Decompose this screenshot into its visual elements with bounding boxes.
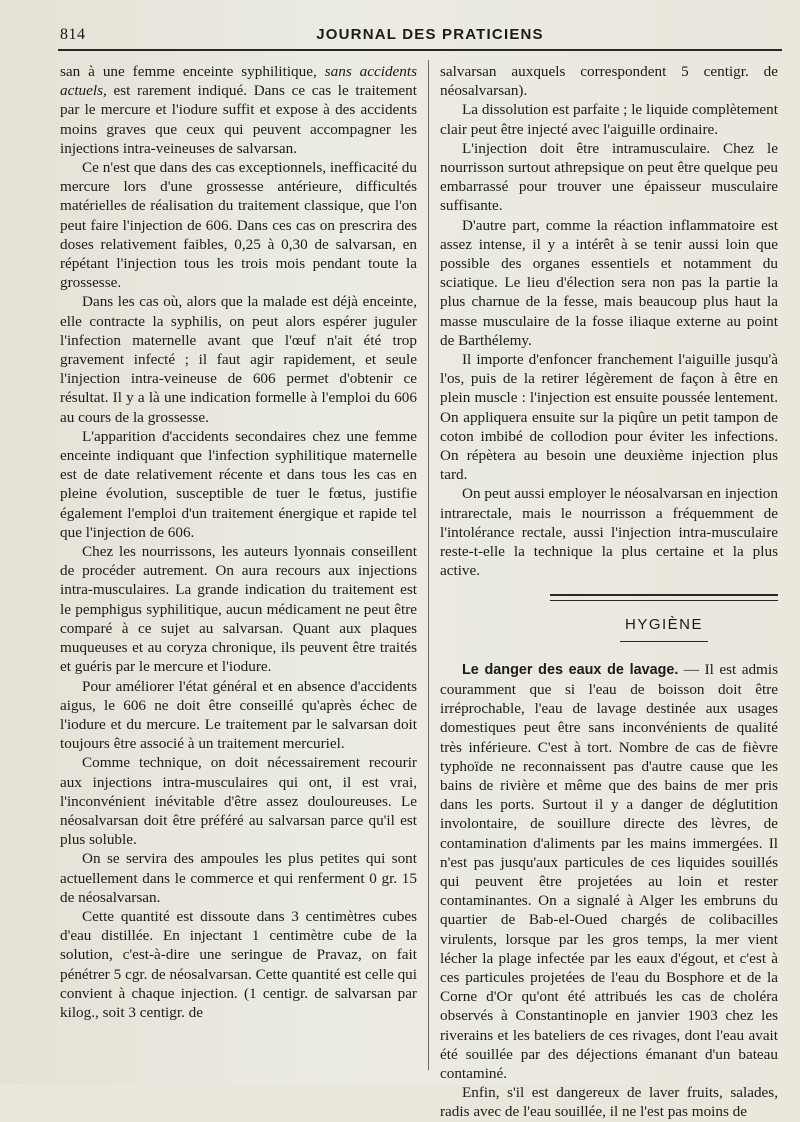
paragraph: L'injection doit être intramusculaire. Chez le nourrisson surtout athrepsique on peut être quelque peu embarrassé pour trouver une épaisseur musculaire suffisante. — [440, 139, 778, 215]
italic-phrase: sans accidents actuels — [60, 63, 418, 100]
paragraph: La dissolution est parfaite ; le liquide complètement clair peut être injecté avec l'aiguille ordinaire. — [440, 101, 778, 138]
paragraph: D'autre part, comme la réaction inflammatoire est assez intense, il y a intérêt à se tenir aussi loin que possible des organes essentiels et notamment du sciatique. Le lieu d'élection sera non pas la partie la plus charnue de la fesse, mais beaucoup plus haut la masse musculaire de la fosse iliaque externe au point de Barthélemy. — [440, 216, 778, 349]
section-underline — [620, 641, 708, 642]
right-column — [440, 62, 778, 1122]
paragraph: Le danger des eaux de lavage. — Il est admis couramment que si l'eau de boisson doit être irréprochable, l'eau de lavage destinée aux usages domestiques peut être sans inconvénients de qualité très inférieure. C'est à tort. Nombre de cas de fièvre typhoïde ne reconnaissent pas d'autre cause que les bains de rivière et même que des bains de mer pris dans les ports. Surtout il y a danger de déglutition involontaire, de souillure directe des lèvres, de contamination d'aliments par les mains immergées. Il n'est pas jusqu'aux particules de ces liquides souillés qui peuvent être projetées au loin et rester contaminantes. On a signalé à Alger les embruns du quartier de Bab-el-Oued chargés de colibacilles virulents, lorsque par les gros temps, la mer vient lécher la plage infectée par les eaux d'égout, et c'est à ces particules projetées de l'eau du Bosphore et de la Corne d'Or qu'ont été attribués les cas de choléra observés à Constantinople en janvier 1903 chez les riverains et les bateliers de ces rivages, dont l'eau avait été souillée par des déjections émanant d'un bateau contaminé. — [440, 660, 778, 1082]
header-rule — [58, 49, 782, 51]
section-heading: HYGIÈNE — [624, 616, 703, 634]
page-number: 814 — [60, 26, 86, 43]
paragraph: Enfin, s'il est dangereux de laver fruits, salades, radis avec de l'eau souillée, il ne l'est pas moins de — [440, 1084, 778, 1121]
paragraph: salvarsan auxquels correspondent 5 centigr. de néosalvarsan). — [440, 63, 778, 100]
paragraph: Il importe d'enfoncer franchement l'aiguille jusqu'à l'os, puis de la retirer légèrement de façon à être en plein muscle : l'injection est ensuite poussée lentement. On appliquera ensuite sur la piqûre un petit tampon de coton imbibé de collodion pour éviter les infections. On répètera au besoin une deuxième injection plus tard. — [440, 351, 778, 484]
paragraph: On se servira des ampoules les plus petites qui sont actuellement dans le commerce et qui renferment 0 gr. 15 de néosalvarsan. — [60, 850, 417, 906]
article-title: Le danger des eaux de lavage. — [462, 661, 679, 678]
paragraph: Comme technique, on doit nécessairement recourir aux injections intra-musculaires qui ont, il est vrai, l'inconvénient inévitable d'être assez douloureuses. Le néosalvarsan doit être préféré au salvarsan parce qu'il est plus soluble. — [60, 754, 417, 849]
paragraph: L'apparition d'accidents secondaires chez une femme enceinte indiquant que l'infection syphilitique maternelle est de date relativement récente et dans tous les cas en pleine évolution, susceptible de tuer le fœtus, justifie également l'emploi d'un traitement énergique et rapide tel que l'injection de 606. — [60, 427, 417, 541]
section-block — [440, 594, 778, 641]
paragraph: Pour améliorer l'état général et en absence d'accidents aigus, le 606 ne doit être conseillé qu'après échec de l'iodure et du mercure. Le traitement par le salvarsan doit toujours être associé à un traitement mercuriel. — [60, 677, 417, 753]
section-rule — [550, 594, 778, 601]
paragraph: Chez les nourrissons, les auteurs lyonnais conseillent de procéder autrement. On aura recours aux injections intra-musculaires. La grande indication du traitement est le pemphigus syphilitique, aucun médicament ne peut être comparé à ce sujet au salvarsan. Quant aux plaques muqueuses et au coryza chronique, ils peuvent être traités et guéris par le mercure et l'iodure. — [60, 543, 417, 676]
paragraph: Ce n'est que dans des cas exceptionnels, inefficacité du mercure lors d'une grossesse antérieure, difficultés matérielles de réalisation du traitement classique, que l'on peut faire l'injection de 606. Dans ces cas on prescrira des doses relativement faibles, 0,25 à 0,30 de salvarsan, en répétant l'injection tous les trois mois pendant toute la grossesse. — [60, 159, 417, 292]
column-divider — [428, 60, 429, 1070]
paragraph: Cette quantité est dissoute dans 3 centimètres cubes d'eau distillée. En injectant 1 centimètre cube de la solution, c'est-à-dire une seringue de Pravaz, on fait pénétrer 5 cgr. de néosalvarsan. Cette quantité est celle qui convient à chaque injection. (1 centigr. de salvarsan par kilog., soit 3 centigr. de — [60, 907, 417, 1021]
page-header — [0, 20, 800, 50]
paragraph: san à une femme enceinte syphilitique, sans accidents actuels, est rarement indiqué. Dans ce cas le traitement par le mercure et l'iodure suffit et expose à des accidents moins graves que ceux qui peuvent accompagner les injections intra-veineuses de salvarsan. — [60, 63, 418, 157]
paragraph: On peut aussi employer le néosalvarsan en injection intrarectale, mais le nourrisson a fréquemment de l'intolérance rectale, aussi l'injection intra-musculaire reste-t-elle la technique la plus certaine et la plus active. — [440, 485, 778, 580]
paragraph: Dans les cas où, alors que la malade est déjà enceinte, elle contracte la syphilis, on peut alors espérer juguler l'infection maternelle avant que l'œuf n'ait été trop gravement infecté ; il faut agir rapidement, et seule l'injection intra-veineuse de 606 permet d'obtenir ce résultat. Il y a là une indication formelle à l'emploi du 606 au cours de la grossesse. — [60, 293, 417, 426]
journal-title: JOURNAL DES PRATICIENS — [316, 26, 544, 43]
left-column — [60, 62, 417, 1022]
